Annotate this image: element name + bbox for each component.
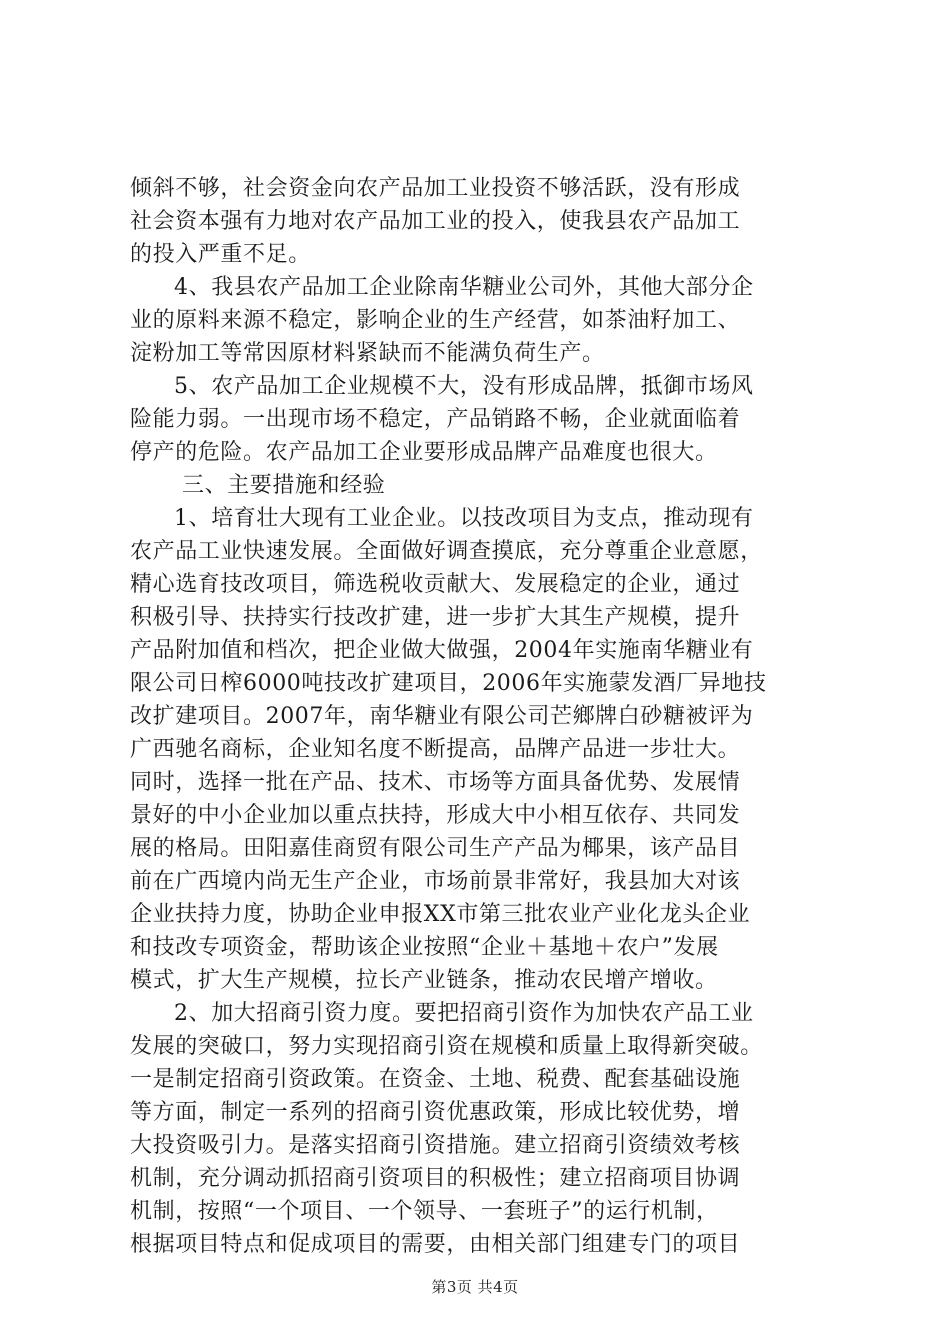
text-line: 产品附加值和档次，把企业做大做强，2004年实施南华糖业有 (130, 638, 754, 663)
text-line: 广西驰名商标，企业知名度不断提高，品牌产品进一步壮大。 (130, 737, 741, 762)
text-line: 发展的突破口，努力实现招商引资在规模和质量上取得新突破。 (130, 1034, 763, 1059)
text-line: 倾斜不够，社会资金向农产品加工业投资不够活跃，没有形成 (130, 176, 741, 201)
text-line: 景好的中小企业加以重点扶持，形成大中小相互依存、共同发 (130, 803, 741, 828)
text-line: 和技改专项资金，帮助该企业按照“企业＋基地＋农户”发展 (130, 935, 719, 960)
text-line: 改扩建项目。2007年，南华糖业有限公司芒鄉牌白砂糖被评为 (130, 704, 754, 729)
text-line: 积极引导、扶持实行技改扩建，进一步扩大其生产规模，提升 (130, 605, 741, 630)
text-line: 险能力弱。一出现市场不稳定，产品销路不畅，企业就面临着 (130, 407, 741, 432)
text-line: 精心选育技改项目，筛选税收贡献大、发展稳定的企业，通过 (130, 572, 741, 597)
text-line: 展的格局。田阳嘉佳商贸有限公司生产产品为椰果，该产品目 (130, 836, 741, 861)
text-line: 农产品工业快速发展。全面做好调查摸底，充分尊重企业意愿， (130, 539, 763, 564)
text-line: 社会资本强有力地对农产品加工业的投入，使我县农产品加工 (130, 209, 741, 234)
text-line: 业的原料来源不稳定，影响企业的生产经营，如茶油籽加工、 (130, 308, 741, 333)
text-line: 根据项目特点和促成项目的需要，由相关部门组建专门的项目 (130, 1232, 741, 1257)
text-line: 机制，按照“一个项目、一个领导、一套班子”的运行机制， (130, 1199, 719, 1224)
paragraph-start-line: 4、我县农产品加工企业除南华糖业公司外，其他大部分企 (174, 275, 754, 300)
text-line: 一是制定招商引资政策。在资金、土地、税费、配套基础设施 (130, 1067, 741, 1092)
text-line: 企业扶持力度，协助企业申报XX市第三批农业产业化龙头企业 (130, 902, 751, 927)
text-line: 的投入严重不足。 (130, 242, 311, 267)
text-line: 同时，选择一批在产品、技术、市场等方面具备优势、发展情 (130, 770, 741, 795)
text-line: 限公司日榨6000吨技改扩建项目，2006年实施蒙发酒厂异地技 (130, 671, 767, 696)
paragraph-start-line: 2、加大招商引资力度。要把招商引资作为加快农产品工业 (174, 1001, 754, 1026)
text-line: 大投资吸引力。是落实招商引资措施。建立招商引资绩效考核 (130, 1133, 741, 1158)
section-heading: 三、主要措施和经验 (182, 473, 386, 498)
text-line: 模式，扩大生产规模，拉长产业链条，推动农民增产增收。 (130, 968, 718, 993)
text-line: 停产的危险。农产品加工企业要形成品牌产品难度也很大。 (130, 440, 718, 465)
document-body (130, 172, 830, 1261)
text-line: 等方面，制定一系列的招商引资优惠政策，形成比较优势，增 (130, 1100, 741, 1125)
page-number: 第3页 共4页 (431, 1278, 519, 1296)
paragraph-start-line: 5、农产品加工企业规模不大，没有形成品牌，抵御市场风 (174, 374, 754, 399)
text-line: 机制，充分调动抓招商引资项目的积极性；建立招商项目协调 (130, 1166, 741, 1191)
text-line: 前在广西境内尚无生产企业，市场前景非常好，我县加大对该 (130, 869, 741, 894)
paragraph-start-line: 1、培育壮大现有工业企业。以技改项目为支点，推动现有 (174, 506, 754, 531)
text-line: 淀粉加工等常因原材料紧缺而不能满负荷生产。 (130, 341, 605, 366)
